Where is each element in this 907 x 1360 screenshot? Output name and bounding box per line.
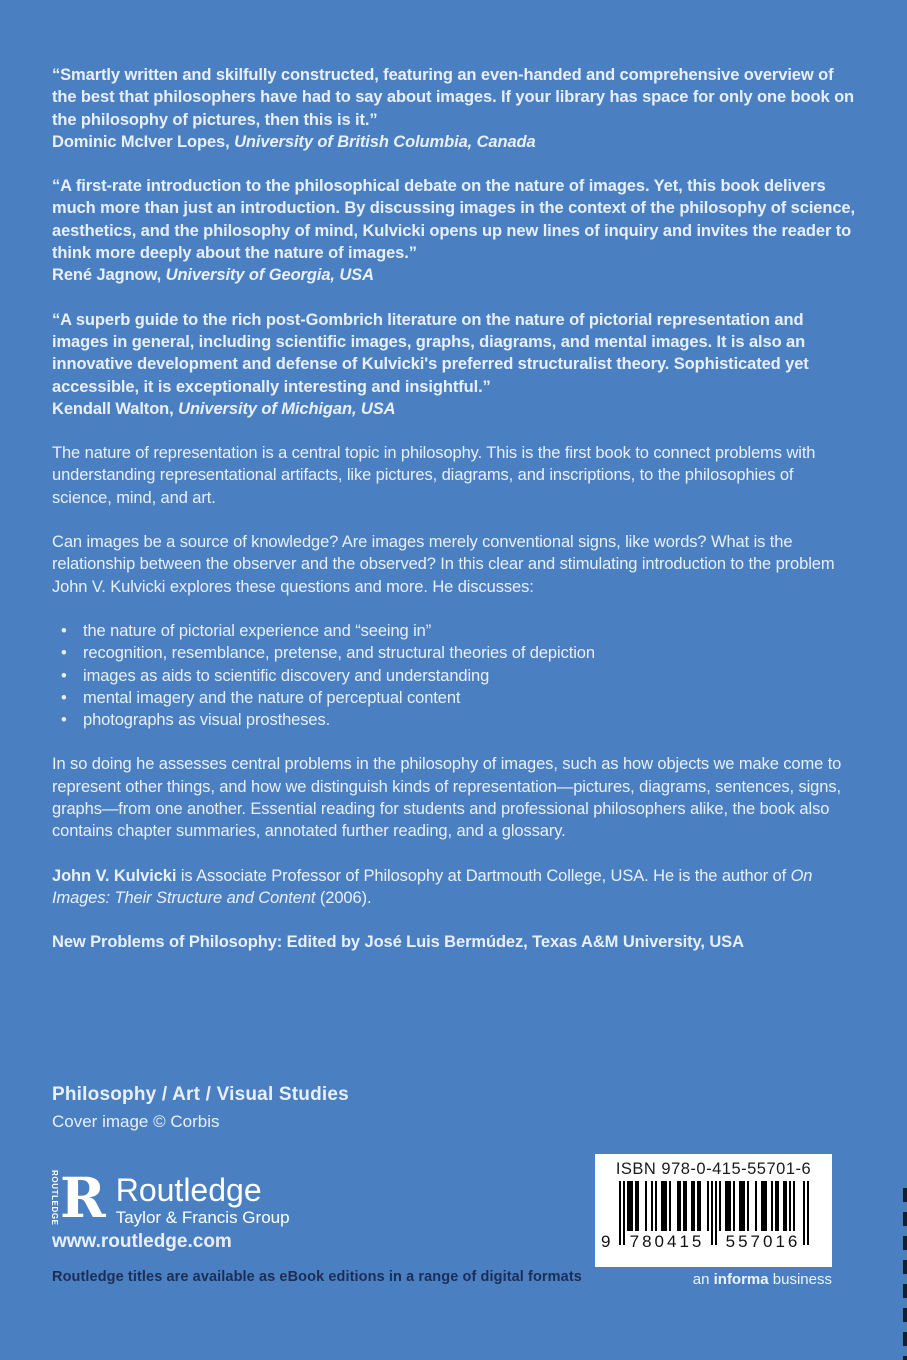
reviewer-affiliation: University of British Columbia, Canada	[229, 132, 536, 151]
author-bio	[52, 865, 856, 910]
review-quote	[52, 64, 856, 153]
synopsis-paragraph: Can images be a source of knowledge? Are images merely conventional signs, like words? What is the relationship between the observer and the observed? In this clear and stimulating introduction to the problem John V. Kulvicki explores these questions and more. He discusses:	[52, 533, 835, 596]
review-quote-text: “A first-rate introduction to the philosophical debate on the nature of images. Yet, this book delivers much more than just an introduction. By discussing images in the context of the philosophy of science, aesthetics, and the philosophy of mind, Kulvicki opens up new lines of inquiry and invites the reader to think more deeply about the nature of images.”	[52, 177, 855, 263]
isbn-label: ISBN 978-0-415-55701-6	[615, 1160, 812, 1178]
author-bio-end: (2006).	[315, 888, 372, 907]
isbn-barcode	[595, 1154, 832, 1267]
topic-item: • photographs as visual prostheses.	[52, 709, 856, 731]
topic-item: • images as aids to scientific discovery and understanding	[52, 665, 856, 687]
cover-image-credit: Cover image © Corbis	[52, 1112, 220, 1131]
publisher-website: www.routledge.com	[52, 1231, 232, 1252]
review-quote-text: “Smartly written and skilfully constructed, featuring an even-handed and comprehensive overview of the best that philosophers have had to say about images. If your library has space for only one book on the philosophy of pictures, then this is it.”	[52, 66, 855, 129]
series-editor-line: New Problems of Philosophy: Edited by José Luis Bermúdez, Texas A&M University, USA	[52, 933, 744, 952]
topics-list	[52, 620, 856, 731]
author-book-title: On Images: Their Structure and Content	[52, 866, 813, 907]
author-bio-text: is Associate Professor of Philosophy at Dartmouth College, USA. He is the author of	[176, 866, 791, 885]
author-name: John V. Kulvicki	[52, 866, 177, 885]
ebook-availability-note: Routledge titles are available as eBook editions in a range of digital formats	[52, 1269, 582, 1285]
informa-bold: informa	[713, 1271, 769, 1288]
publisher-names	[116, 1170, 290, 1228]
review-quote-text: “A superb guide to the rich post-Gombrich literature on the nature of pictorial representation and images in general, including scientific images, graphs, diagrams, and mental images. It is also an innovative development and defense of Kulvicki's preferred structuralist theory. Sophisticated yet accessible, it is exceptionally interesting and insightful.”	[52, 310, 809, 396]
barcode-digit-first: 9	[601, 1232, 611, 1251]
routledge-logo	[50, 1165, 290, 1230]
barcode-digits	[601, 1232, 826, 1252]
topic-item: • mental imagery and the nature of perceptual content	[52, 687, 856, 709]
informa-business-line	[595, 1271, 832, 1288]
subject-categories: Philosophy / Art / Visual Studies	[52, 1084, 349, 1105]
reviewer-name: Dominic McIver Lopes,	[52, 132, 230, 151]
reviewer-affiliation: University of Georgia, USA	[161, 266, 374, 285]
synopsis-paragraph: The nature of representation is a central topic in philosophy. This is the first book to connect problems with understanding representational artifacts, like pictures, diagrams, and inscriptions, to the philosophies of science, mind, and art.	[52, 444, 816, 507]
scan-edge-artifact	[903, 1188, 907, 1360]
review-attribution	[52, 131, 856, 153]
review-quote	[52, 309, 856, 420]
reviewer-name: René Jagnow,	[52, 266, 162, 285]
informa-post: business	[768, 1271, 832, 1288]
back-cover-text	[52, 64, 856, 954]
reviewer-affiliation: University of Michigan, USA	[173, 399, 396, 418]
review-attribution	[52, 398, 856, 420]
synopsis-paragraph: In so doing he assesses central problems in the philosophy of images, such as how objects we make come to represent other things, and how we distinguish kinds of representation—pictures, diagrams, sentences, signs, graphs—from one another. Essential reading for students and professional philosophers alike, the book also contains chapter summaries, annotated further reading, and a glossary.	[52, 755, 842, 841]
publisher-name: Routledge	[115, 1172, 262, 1208]
topic-item: • recognition, resemblance, pretense, and structural theories of depiction	[52, 642, 856, 664]
routledge-r-icon: R	[60, 1165, 106, 1230]
topic-item: • the nature of pictorial experience and “seeing in”	[52, 620, 856, 642]
barcode-digits-left: 780415	[629, 1232, 705, 1251]
review-attribution	[52, 264, 856, 286]
review-quote	[52, 175, 856, 286]
publisher-group: Taylor & Francis Group	[115, 1208, 290, 1227]
reviewer-name: Kendall Walton,	[52, 399, 174, 418]
barcode-digits-right: 557016	[725, 1232, 801, 1251]
informa-pre: an	[692, 1271, 714, 1288]
routledge-vertical-wordmark: ROUTLEDGE	[50, 1170, 59, 1226]
